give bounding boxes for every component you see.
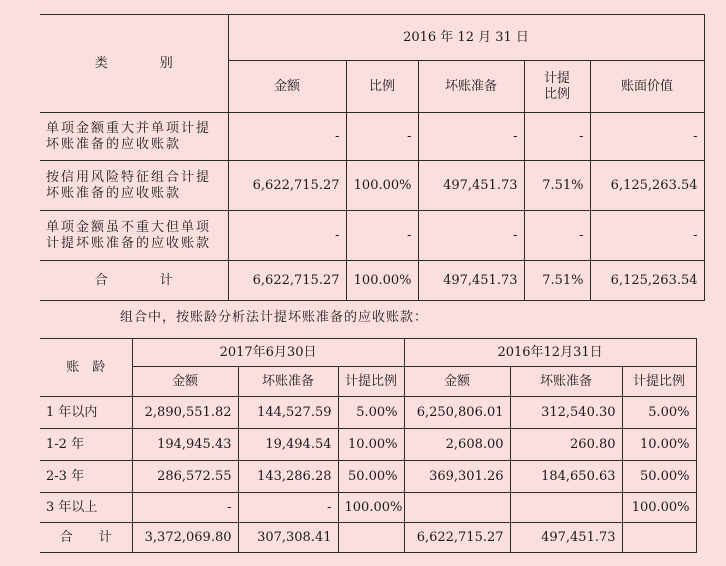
cell: - bbox=[228, 211, 346, 261]
aging-caption: 组合中，按账龄分析法计提坏账准备的应收账款： bbox=[120, 310, 429, 325]
row-label: 单项金额重大并单项计提坏账准备的应收账款 bbox=[40, 113, 228, 161]
col-amount: 金额 bbox=[132, 367, 238, 397]
cell: 2,608.00 bbox=[404, 429, 510, 461]
row-label: 2-3 年 bbox=[40, 461, 132, 493]
col-bad-debt-provision: 坏账准备 bbox=[418, 61, 524, 113]
group-header-2016: 2016年12月31日 bbox=[404, 339, 696, 367]
cell: 307,308.41 bbox=[238, 523, 338, 553]
cell bbox=[622, 523, 696, 553]
cell: 6,622,715.27 bbox=[404, 523, 510, 553]
cell: - bbox=[590, 113, 704, 161]
cell: 6,622,715.27 bbox=[228, 161, 346, 211]
row-label: 3 年以上 bbox=[40, 493, 132, 523]
age-header: 账 龄 bbox=[40, 339, 132, 397]
table-row bbox=[40, 211, 704, 261]
cell: 5.00% bbox=[622, 397, 696, 429]
cell: 10.00% bbox=[622, 429, 696, 461]
table-row bbox=[40, 161, 704, 211]
cell: 497,451.73 bbox=[510, 523, 622, 553]
cell bbox=[338, 523, 404, 553]
cell: 5.00% bbox=[338, 397, 404, 429]
date-header: 2016 年 12 月 31 日 bbox=[228, 15, 704, 61]
col-provision-ratio: 计提 比例 bbox=[524, 61, 590, 113]
category-header: 类 别 bbox=[40, 15, 228, 113]
col-book-value: 账面价值 bbox=[590, 61, 704, 113]
table-row bbox=[40, 493, 696, 523]
col-provision-ratio: 计提比例 bbox=[622, 367, 696, 397]
group-header-2017: 2017年6月30日 bbox=[132, 339, 404, 367]
cell: 497,451.73 bbox=[418, 261, 524, 301]
cell: 100.00% bbox=[346, 161, 418, 211]
cell: - bbox=[238, 493, 338, 523]
cell: 100.00% bbox=[622, 493, 696, 523]
cell: 286,572.55 bbox=[132, 461, 238, 493]
cell: 6,125,263.54 bbox=[590, 261, 704, 301]
total-label: 合 计 bbox=[40, 523, 132, 553]
cell: - bbox=[418, 113, 524, 161]
cell bbox=[404, 493, 510, 523]
row-label: 单项金额虽不重大但单项计提坏账准备的应收账款 bbox=[40, 211, 228, 261]
cell: 6,622,715.27 bbox=[228, 261, 346, 301]
col-amount: 金额 bbox=[404, 367, 510, 397]
row-label: 按信用风险特征组合计提坏账准备的应收账款 bbox=[40, 161, 228, 211]
cell: 312,540.30 bbox=[510, 397, 622, 429]
table-row bbox=[40, 429, 696, 461]
cell: 144,527.59 bbox=[238, 397, 338, 429]
col-bad-debt-provision: 坏账准备 bbox=[238, 367, 338, 397]
cell: 6,250,806.01 bbox=[404, 397, 510, 429]
cell: 50.00% bbox=[338, 461, 404, 493]
cell: - bbox=[132, 493, 238, 523]
cell: 497,451.73 bbox=[418, 161, 524, 211]
cell: 143,286.28 bbox=[238, 461, 338, 493]
cell bbox=[510, 493, 622, 523]
cell: 19,494.54 bbox=[238, 429, 338, 461]
table-row bbox=[40, 461, 696, 493]
table-total-row bbox=[40, 523, 696, 553]
cell: - bbox=[228, 113, 346, 161]
receivables-classification-table bbox=[40, 14, 705, 301]
cell: - bbox=[524, 113, 590, 161]
cell: 6,125,263.54 bbox=[590, 161, 704, 211]
cell: - bbox=[590, 211, 704, 261]
cell: 10.00% bbox=[338, 429, 404, 461]
col-bad-debt-provision: 坏账准备 bbox=[510, 367, 622, 397]
col-amount: 金额 bbox=[228, 61, 346, 113]
cell: - bbox=[346, 113, 418, 161]
table-row bbox=[40, 397, 696, 429]
cell: 194,945.43 bbox=[132, 429, 238, 461]
row-label: 1-2 年 bbox=[40, 429, 132, 461]
aging-analysis-table bbox=[40, 338, 697, 553]
table-total-row bbox=[40, 261, 704, 301]
cell: 7.51% bbox=[524, 161, 590, 211]
cell: 3,372,069.80 bbox=[132, 523, 238, 553]
cell: 2,890,551.82 bbox=[132, 397, 238, 429]
cell: 100.00% bbox=[338, 493, 404, 523]
cell: 260.80 bbox=[510, 429, 622, 461]
table-row bbox=[40, 113, 704, 161]
cell: - bbox=[418, 211, 524, 261]
row-label: 1 年以内 bbox=[40, 397, 132, 429]
cell: 50.00% bbox=[622, 461, 696, 493]
cell: - bbox=[346, 211, 418, 261]
cell: 369,301.26 bbox=[404, 461, 510, 493]
cell: - bbox=[524, 211, 590, 261]
cell: 184,650.63 bbox=[510, 461, 622, 493]
col-provision-ratio: 计提比例 bbox=[338, 367, 404, 397]
cell: 7.51% bbox=[524, 261, 590, 301]
col-ratio: 比例 bbox=[346, 61, 418, 113]
total-label: 合 计 bbox=[40, 261, 228, 301]
cell: 100.00% bbox=[346, 261, 418, 301]
